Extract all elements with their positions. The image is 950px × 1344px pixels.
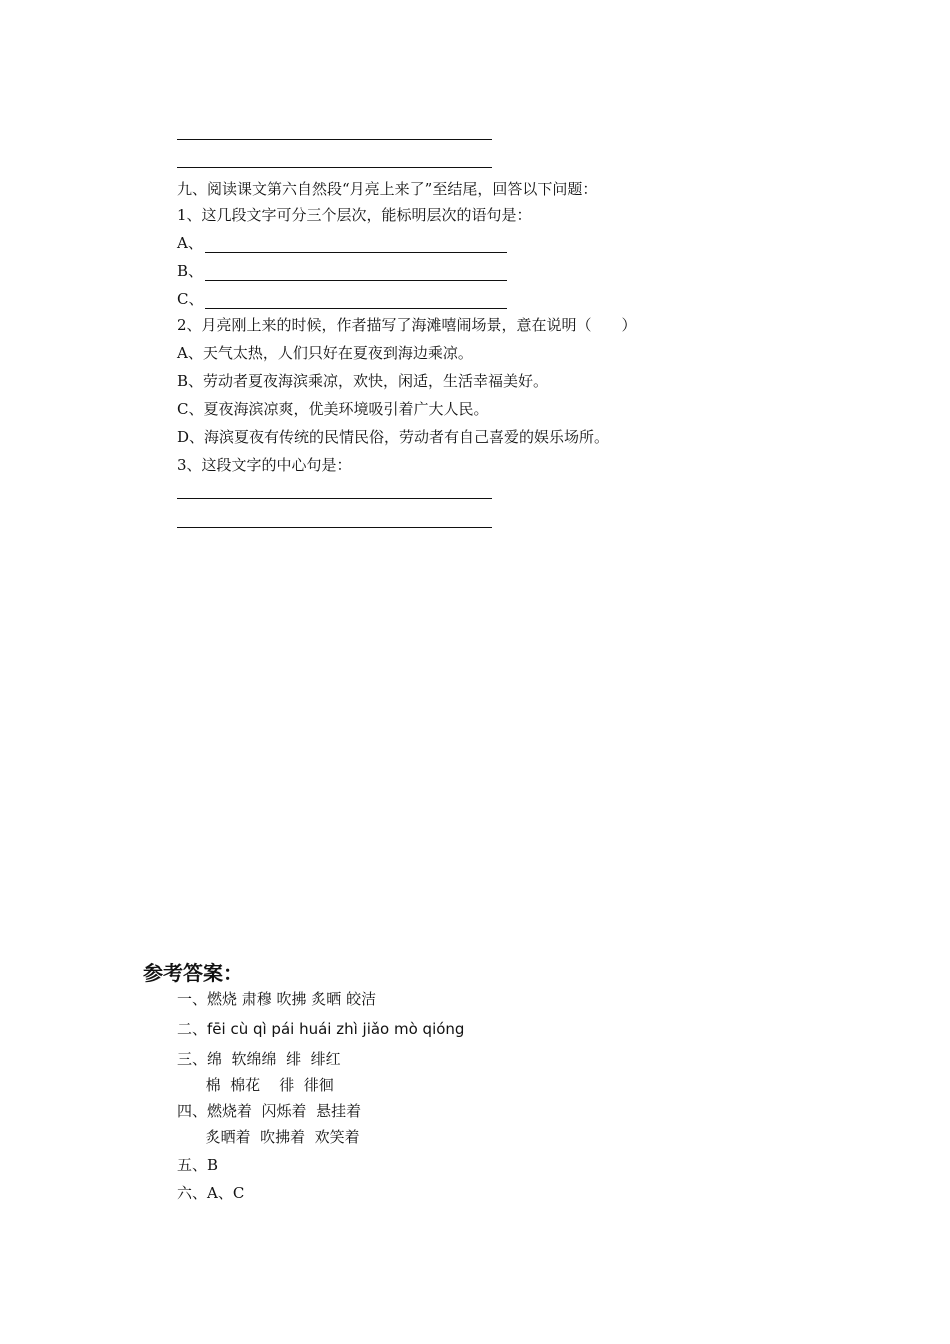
q2-option-b: B、劳动者夏夜海滨乘凉，欢快，闲适，生活幸福美好。 <box>177 372 549 390</box>
q2-option-d: D、海滨夏夜有传统的民情民俗，劳动者有自己喜爱的娱乐场所。 <box>177 428 610 446</box>
answer-blank-line[interactable] <box>205 238 507 253</box>
answer-item: 五、B <box>177 1156 219 1174</box>
answer-blank-line[interactable] <box>177 139 492 140</box>
answer-item: 四、燃烧着 闪烁着 悬挂着 <box>177 1102 362 1120</box>
question-3: 3、这段文字的中心句是： <box>177 456 352 474</box>
answer-blank-line[interactable] <box>177 498 492 499</box>
answer-item: 二、fēi cù qì pái huái zhì jiǎo mò qióng <box>177 1020 465 1038</box>
section-nine-title: 九、阅读课文第六自然段“月亮上来了”至结尾，回答以下问题： <box>177 180 598 198</box>
answer-blank-line[interactable] <box>205 294 507 309</box>
answer-item: 炙晒着 吹拂着 欢笑着 <box>177 1128 360 1146</box>
answers-heading: 参考答案： <box>143 961 243 985</box>
q2-option-c: C、夏夜海滨凉爽，优美环境吸引着广大人民。 <box>177 400 489 418</box>
answer-blank-line[interactable] <box>177 527 492 528</box>
option-label: B、 <box>177 262 204 280</box>
q1-option-c <box>177 289 507 309</box>
q1-option-b <box>177 261 507 281</box>
answer-blank-line[interactable] <box>205 266 507 281</box>
question-2: 2、月亮刚上来的时候，作者描写了海滩嘻闹场景，意在说明（ ） <box>177 316 637 334</box>
answer-item: 三、绵 软绵绵 绯 绯红 <box>177 1050 341 1068</box>
answer-blank-line[interactable] <box>177 167 492 168</box>
option-label: C、 <box>177 290 204 308</box>
q1-option-a <box>177 233 507 253</box>
option-label: A、 <box>177 234 203 252</box>
question-1: 1、这几段文字可分三个层次，能标明层次的语句是： <box>177 206 532 224</box>
q2-option-a: A、天气太热，人们只好在夏夜到海边乘凉。 <box>177 344 473 362</box>
answer-item: 棉 棉花 徘 徘徊 <box>177 1076 334 1094</box>
answer-item: 六、A、C <box>177 1184 245 1202</box>
answer-item: 一、燃烧 肃穆 吹拂 炙晒 皎洁 <box>177 990 377 1008</box>
